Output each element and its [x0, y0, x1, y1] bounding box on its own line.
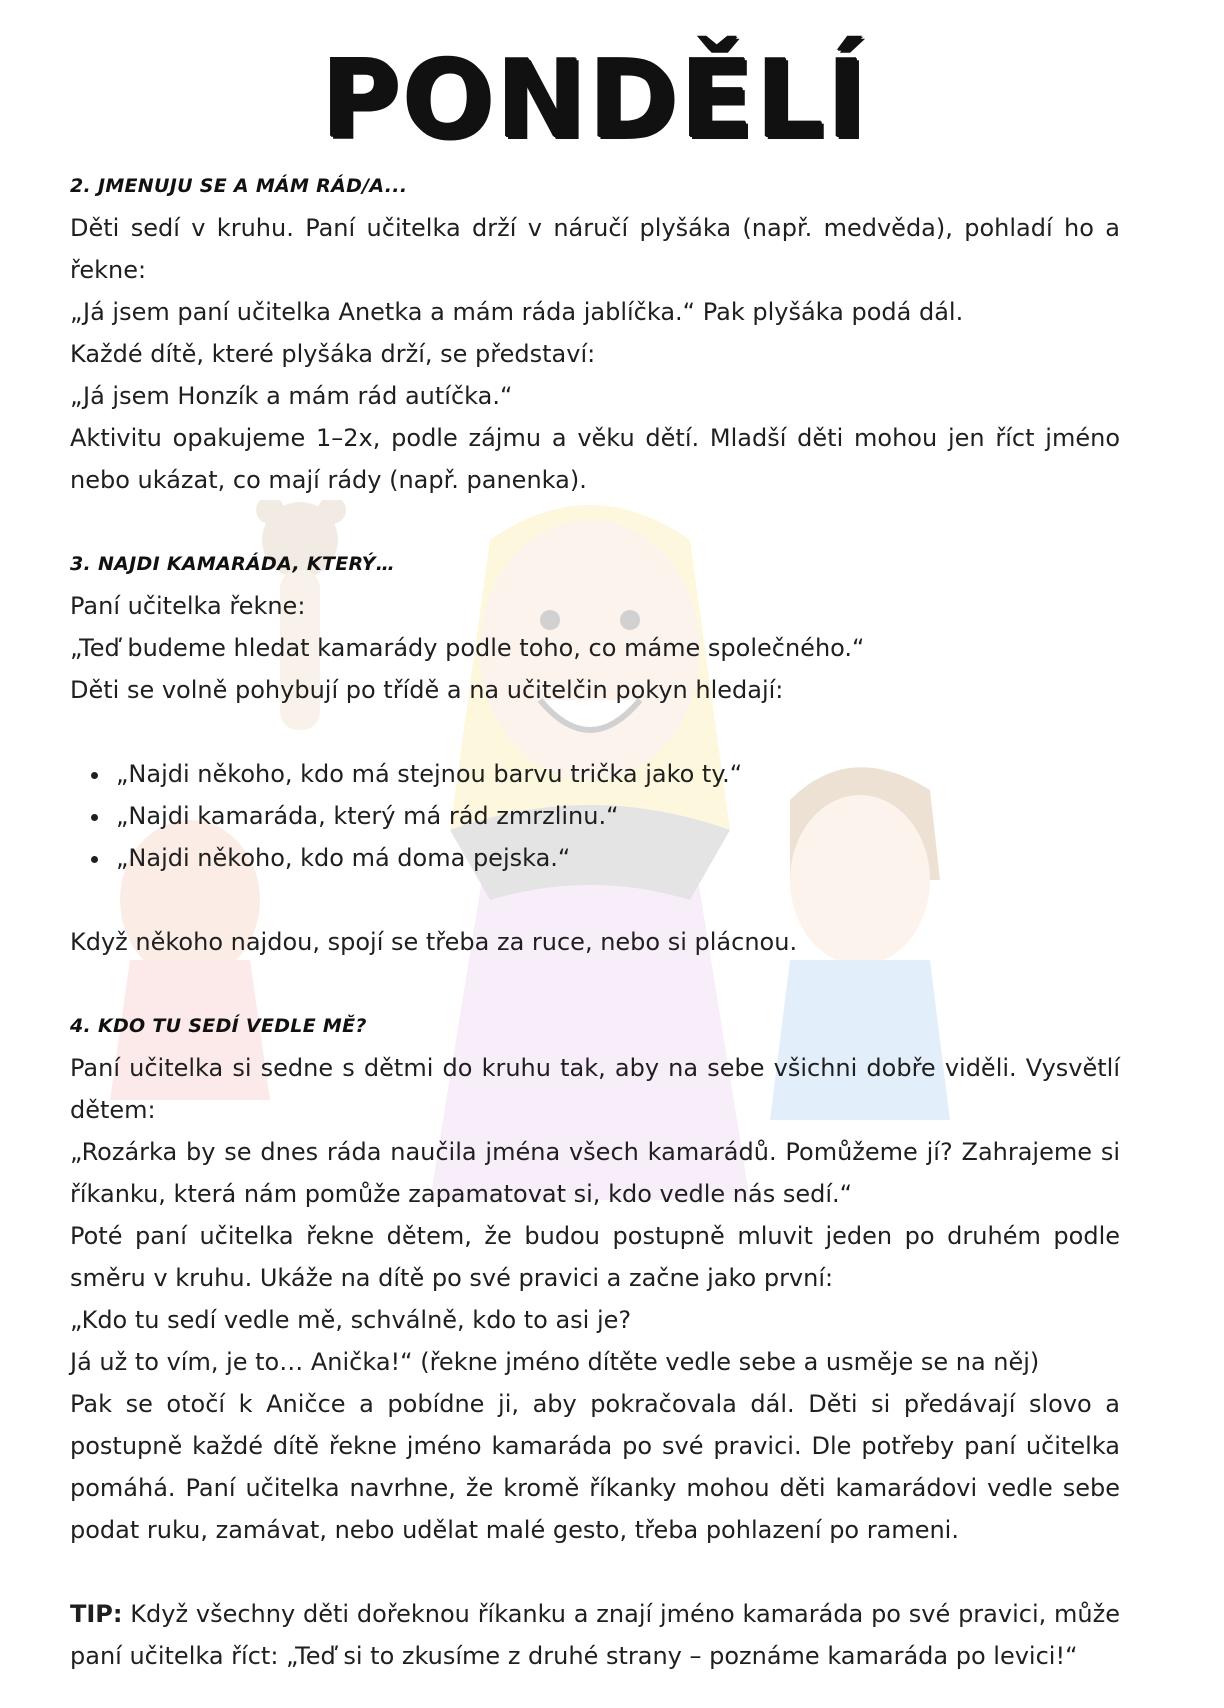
list-item: • „Najdi někoho, kdo má doma pejska.“	[112, 837, 1120, 879]
section-jmenuju-se	[70, 165, 1120, 501]
paragraph: Pak se otočí k Aničce a pobídne ji, aby pokračovala dál. Děti si předávají slovo a postupně každé dítě řekne jméno kamaráda po své pravici. Dle potřeby paní učitelka pomáhá. Paní učitelka navrhne, že kromě říkanky mohou děti kamarádovi vedle sebe podat ruku, zamávat, nebo udělat malé gesto, třeba pohlazení po rameni.	[70, 1390, 1120, 1545]
paragraph: Když někoho najdou, spojí se třeba za ruce, nebo si plácnou.	[70, 928, 798, 957]
page-title: PONDĚLÍ	[321, 38, 869, 163]
page-content	[70, 0, 1120, 1677]
paragraph: Aktivitu opakujeme 1–2x, podle zájmu a věku dětí. Mladší děti mohou jen říct jméno nebo ukázat, co mají rády (např. panenka).	[70, 424, 1120, 495]
paragraph: „Kdo tu sedí vedle mě, schválně, kdo to asi je?	[70, 1306, 632, 1335]
section-heading: 3. NAJDI KAMARÁDA, KTERÝ…	[70, 553, 396, 576]
section-heading: 4. KDO TU SEDÍ VEDLE MĚ?	[70, 1015, 367, 1038]
paragraph: Poté paní učitelka řekne dětem, že budou postupně mluvit jeden po druhém podle směru v kruhu. Ukáže na dítě po své pravici a začne jako první:	[70, 1222, 1120, 1293]
paragraph: Děti sedí v kruhu. Paní učitelka drží v náručí plyšáka (např. medvěda), pohladí ho a řekne:	[70, 214, 1120, 285]
paragraph: Děti se volně pohybují po třídě a na učitelčin pokyn hledají:	[70, 676, 784, 705]
paragraph: Každé dítě, které plyšáka drží, se představí:	[70, 340, 596, 369]
paragraph: „Já jsem Honzík a mám rád autíčka.“	[70, 382, 513, 411]
list-item: • „Najdi někoho, kdo má stejnou barvu trička jako ty.“	[112, 753, 1120, 795]
paragraph: Paní učitelka si sedne s dětmi do kruhu tak, aby na sebe všichni dobře viděli. Vysvětlí dětem:	[70, 1054, 1120, 1125]
paragraph: „Teď budeme hledat kamarády podle toho, co máme společného.“	[70, 634, 865, 663]
section-najdi-kamarada	[70, 543, 1120, 963]
tip-paragraph	[70, 1593, 1120, 1677]
bullet-list	[70, 753, 1120, 879]
section-kdo-tu-sedi	[70, 1005, 1120, 1551]
list-item: • „Najdi kamaráda, který má rád zmrzlinu.“	[112, 795, 1120, 837]
tip-label: TIP:	[70, 1600, 123, 1629]
section-heading: 2. JMENUJU SE A MÁM RÁD/A...	[70, 175, 408, 198]
paragraph: Paní učitelka řekne:	[70, 592, 306, 621]
paragraph: „Rozárka by se dnes ráda naučila jména všech kamarádů. Pomůžeme jí? Zahrajeme si říkanku, která nám pomůže zapamatovat si, kdo vedle nás sedí.“	[70, 1138, 1120, 1209]
paragraph: „Já jsem paní učitelka Anetka a mám ráda jablíčka.“ Pak plyšáka podá dál.	[70, 298, 964, 327]
tip-text: Když všechny děti dořeknou říkanku a znají jméno kamaráda po své pravici, může paní učitelka říct: „Teď si to zkusíme z druhé strany – poznáme kamaráda po levici!“	[70, 1600, 1120, 1671]
paragraph: Já už to vím, je to… Anička!“ (řekne jméno dítěte vedle sebe a usměje se na něj)	[70, 1348, 1040, 1377]
